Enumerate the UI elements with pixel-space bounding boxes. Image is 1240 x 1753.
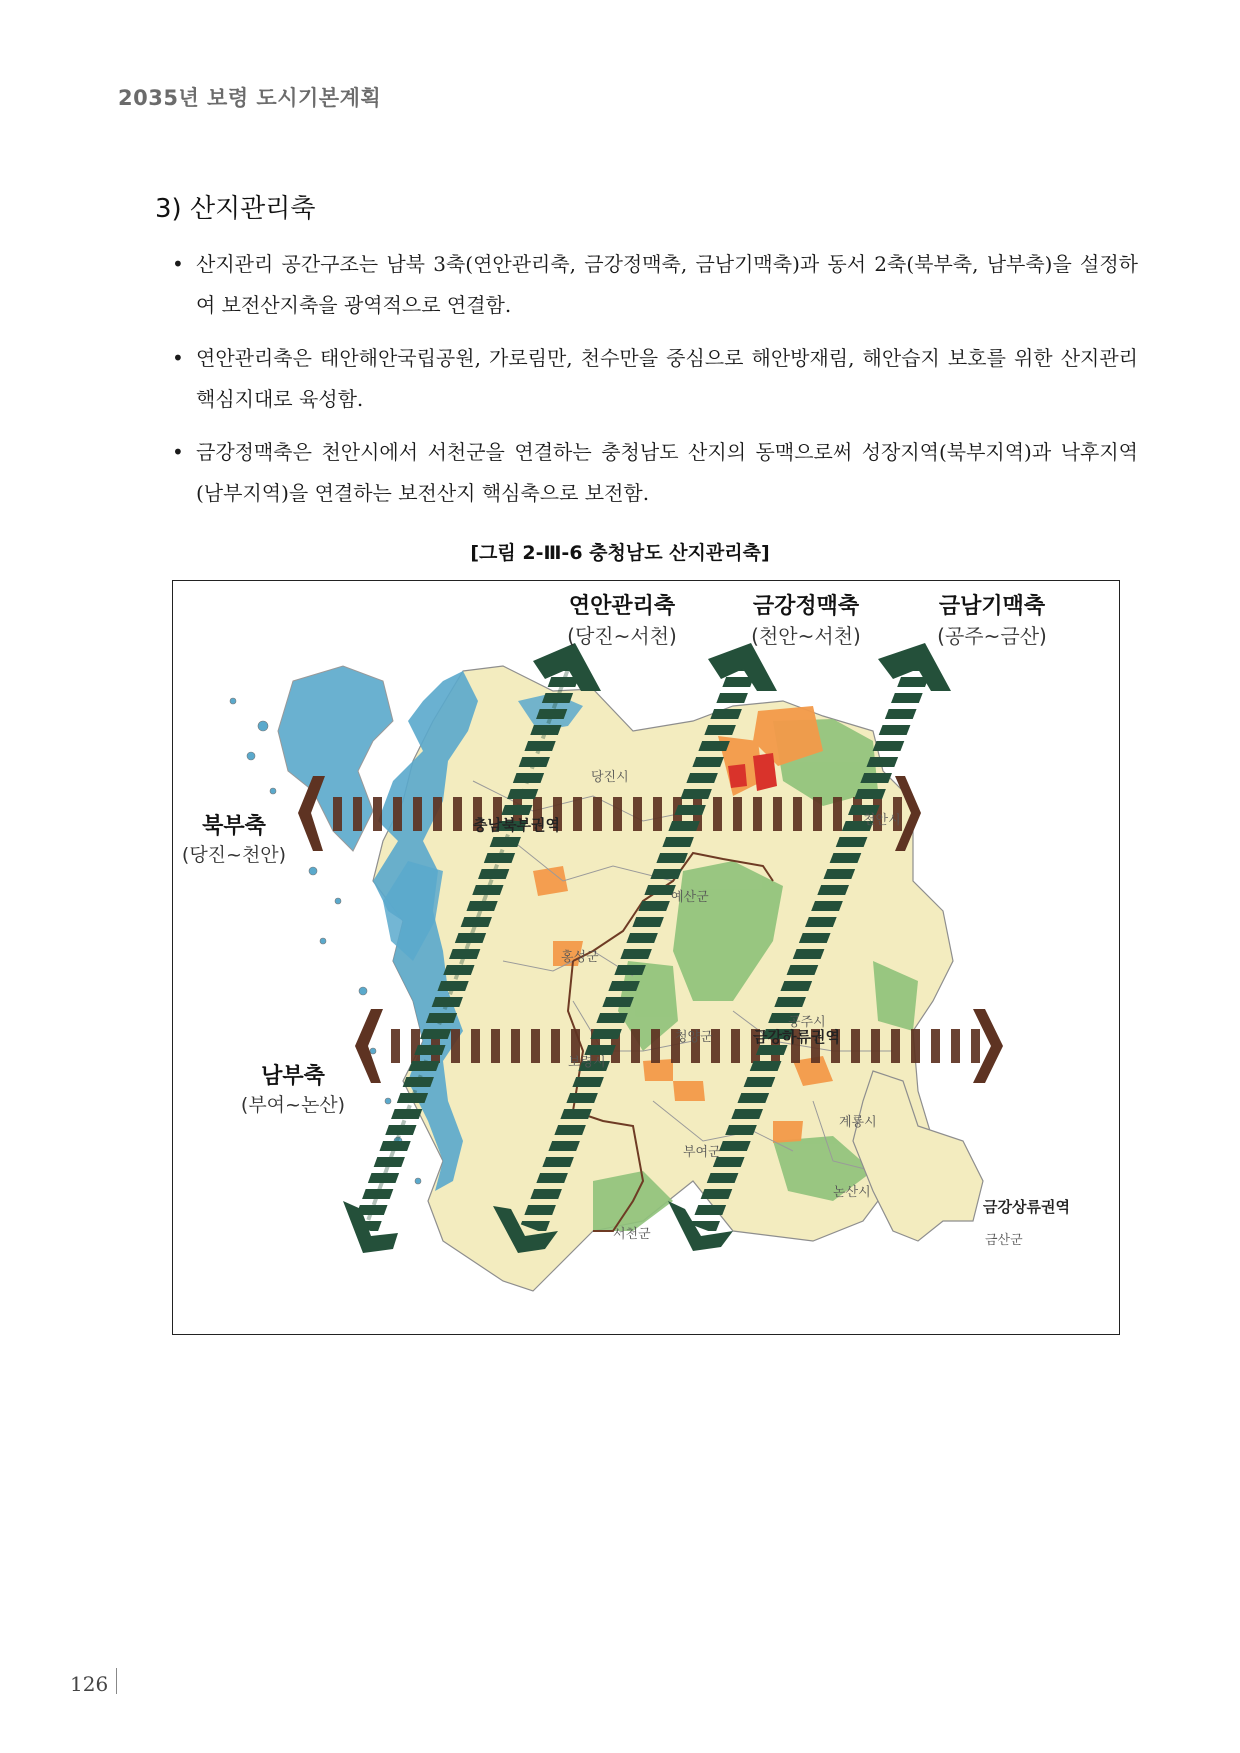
bullet-item: • 연안관리축은 태안해안국립공원, 가로림만, 천수만을 중심으로 해안방재림, 해안습지 보호를 위한 산지관리 핵심지대로 육성함. (170, 338, 1138, 420)
chungnam-map (173, 581, 1120, 1335)
place-seocheon: 서천군 (613, 1227, 651, 1242)
north-axis-name: 북부축 (202, 814, 266, 839)
axis-dash (491, 1029, 500, 1063)
place-gyeryong: 계룡시 (839, 1115, 877, 1130)
axis-dash (593, 797, 602, 831)
axis-dash (753, 797, 762, 831)
coastal-axis-name: 연안관리축 (568, 594, 676, 619)
axis-dash (971, 1029, 980, 1063)
axis-dash (713, 797, 722, 831)
axis-dash (453, 797, 462, 831)
south-axis-name: 남부축 (261, 1064, 325, 1089)
bullet-item: • 금강정맥축은 천안시에서 서천군을 연결하는 충청남도 산지의 동맥으로써 성장지역(북부지역)과 낙후지역(남부지역)을 연결하는 보전산지 핵심축으로 보전함. (170, 432, 1138, 514)
place-gongju: 공주시 (788, 1015, 826, 1030)
place-dangjin: 당진시 (591, 770, 629, 785)
place-geumsan: 금산군 (985, 1233, 1023, 1248)
bullet-list (170, 244, 1138, 526)
section-title: 3) 산지관리축 (155, 194, 316, 224)
page-number-divider (116, 1668, 117, 1694)
axis-dash (391, 1029, 400, 1063)
axis-dash (511, 1029, 520, 1063)
axis-dash (773, 797, 782, 831)
place-buyeo: 부여군 (683, 1145, 721, 1160)
axis-dash (931, 1029, 940, 1063)
figure-map (172, 580, 1120, 1335)
north-axis-range: (당진~천안) (181, 844, 287, 866)
axis-dash (833, 797, 842, 831)
axis-dash (613, 797, 622, 831)
axis-dash (813, 797, 822, 831)
geumgang-axis-label (741, 589, 871, 649)
axis-dash (871, 1029, 880, 1063)
north-axis-label (173, 809, 295, 867)
place-cheonan: 천안시 (863, 813, 901, 828)
bullet-item: • 산지관리 공간구조는 남북 3축(연안관리축, 금강정맥축, 금남기맥축)과 동서 2축(북부축, 남부축)을 설정하여 보전산지축을 광역적으로 연결함. (170, 244, 1138, 326)
axis-dash (531, 1029, 540, 1063)
region-geumgang-lower: 금강하류권역 (753, 1028, 840, 1046)
axis-dash (373, 797, 382, 831)
axis-dash (333, 797, 342, 831)
axis-dash (413, 797, 422, 831)
axis-dash (471, 1029, 480, 1063)
geumgang-axis-name: 금강정맥축 (752, 594, 860, 619)
axis-dash (651, 1029, 660, 1063)
document-header: 2035년 보령 도시기본계획 (118, 86, 382, 110)
axis-dash (573, 797, 582, 831)
axis-dash (851, 1029, 860, 1063)
geumnam-axis-name: 금남기맥축 (938, 594, 1046, 619)
axis-dash (631, 1029, 640, 1063)
axis-dash (793, 797, 802, 831)
coastal-axis-range: (당진~서천) (567, 624, 677, 648)
axis-dash (633, 797, 642, 831)
geumnam-axis-range: (공주~금산) (937, 624, 1047, 648)
axis-dash (911, 1029, 920, 1063)
axis-dash (733, 797, 742, 831)
axis-dash (891, 1029, 900, 1063)
place-cheongyang: 청양군 (675, 1030, 713, 1045)
place-hongseong: 홍성군 (561, 950, 599, 965)
geumgang-axis-range: (천안~서천) (751, 624, 861, 648)
geumnam-axis-label (927, 589, 1057, 649)
place-yesan: 예산군 (671, 890, 709, 905)
axis-dash (393, 797, 402, 831)
south-axis-range: (부여~논산) (240, 1094, 346, 1116)
axis-dash (653, 797, 662, 831)
page-number: 126 (70, 1672, 109, 1696)
place-boryeong: 보령시 (568, 1055, 606, 1070)
region-chungnam-north: 충남북부권역 (473, 816, 560, 834)
south-axis-label (229, 1059, 357, 1117)
place-nonsan: 논산시 (833, 1185, 871, 1200)
axis-dash (433, 797, 442, 831)
coastal-axis-label (557, 589, 687, 649)
axis-dash (551, 1029, 560, 1063)
axis-dash (731, 1029, 740, 1063)
axis-dash (951, 1029, 960, 1063)
axis-dash (353, 797, 362, 831)
figure-caption: [그림 2-Ⅲ-6 충청남도 산지관리축] (470, 542, 770, 564)
region-geumgang-upper: 금강상류권역 (983, 1198, 1070, 1216)
axis-dash (451, 1029, 460, 1063)
